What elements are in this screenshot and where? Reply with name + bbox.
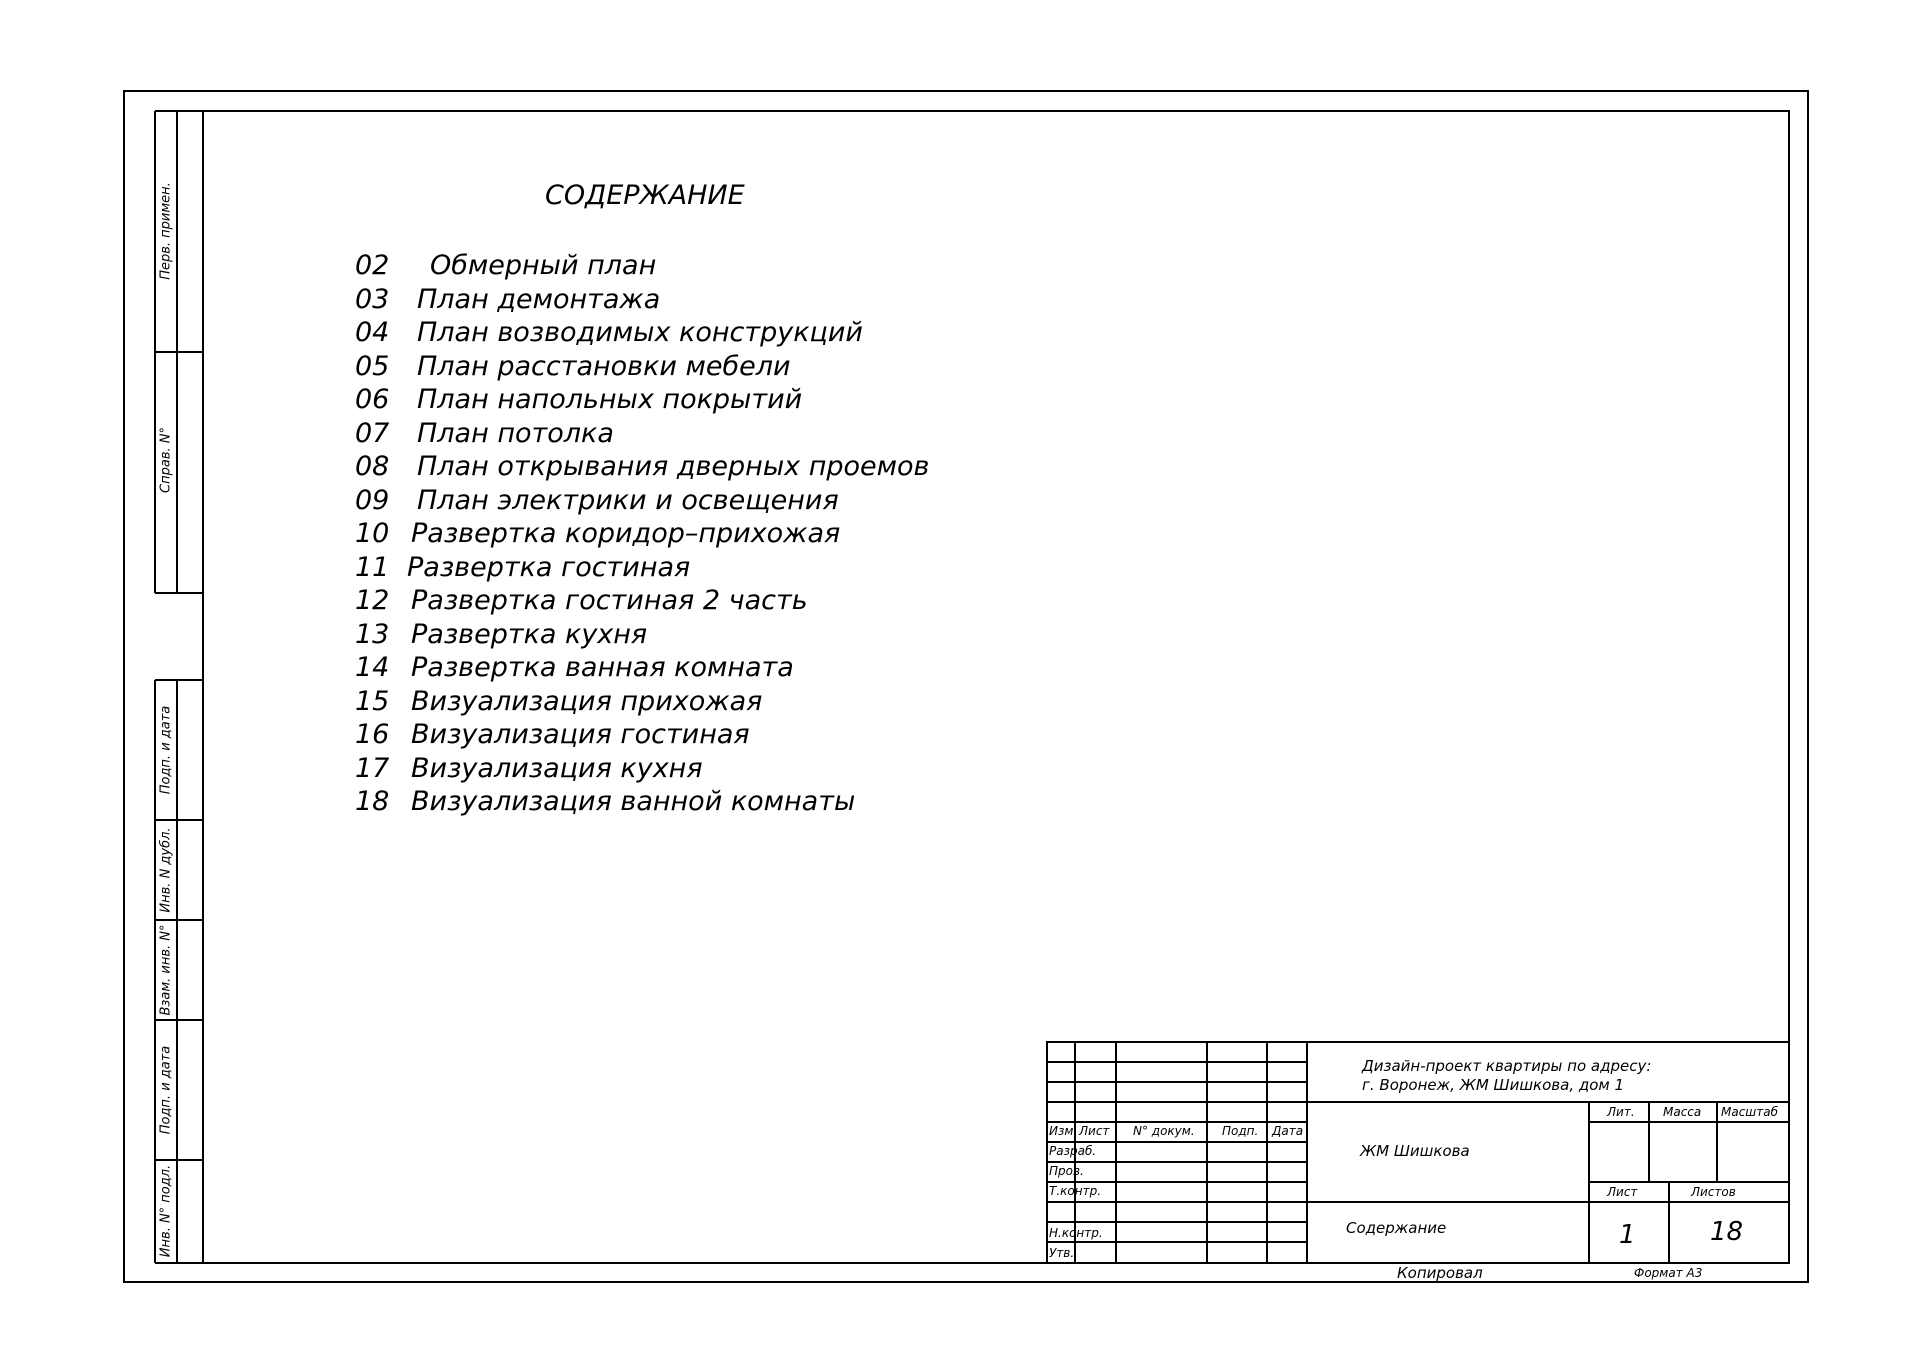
toc-title: СОДЕРЖАНИЕ	[545, 180, 745, 211]
col-podp: Подп.	[1222, 1124, 1259, 1138]
copied-label: Копировал	[1397, 1264, 1483, 1282]
row-utv: Утв.	[1049, 1246, 1075, 1260]
side-label-podp-data-1: Подп. и дата	[158, 705, 174, 795]
toc-item-number: 12	[355, 585, 390, 616]
sheets-label: Листов	[1691, 1185, 1736, 1199]
toc-item-text: План потолка	[417, 417, 614, 449]
toc-item-text: План возводимых конструкций	[417, 317, 863, 348]
toc-item-text: Развертка кухня	[411, 618, 648, 650]
col-doc: N° докум.	[1133, 1124, 1195, 1138]
toc-item-number: 16	[355, 719, 390, 750]
toc-item-number: 03	[355, 283, 390, 315]
toc-item-number: 13	[355, 618, 390, 650]
toc-item-text: План напольных покрытий	[417, 384, 803, 415]
side-label-perv-primen: Перв. примен.	[158, 182, 174, 280]
toc-item-number: 14	[355, 652, 390, 683]
toc-item-number: 09	[355, 484, 390, 516]
toc-item-text: Развертка ванная комната	[411, 652, 794, 683]
toc-item-number: 10	[355, 518, 390, 549]
toc-item-text: Развертка гостиная 2 часть	[411, 585, 808, 616]
toc-item-text: Визуализация гостиная	[411, 719, 750, 750]
row-prov: Пров.	[1049, 1164, 1084, 1178]
toc-item-text: Визуализация прихожая	[411, 685, 763, 717]
col-list: Лист	[1079, 1124, 1110, 1138]
side-label-inv-podl: Инв. N° подл.	[158, 1164, 174, 1258]
row-razrab: Разраб.	[1049, 1144, 1097, 1158]
sheet-value: 1	[1619, 1220, 1636, 1250]
toc-item-text: Визуализация кухня	[411, 752, 703, 784]
toc-item-text: Развертка гостиная	[407, 551, 691, 583]
side-label-vzam-inv: Взам. инв. N°	[158, 924, 174, 1016]
toc-item-number: 15	[355, 685, 390, 717]
toc-item-text: Развертка коридор–прихожая	[411, 518, 841, 549]
row-tkontr: Т.контр.	[1049, 1184, 1102, 1198]
sheets-value: 18	[1710, 1217, 1744, 1247]
toc-item-text: План расстановки мебели	[417, 350, 791, 382]
toc-item-number: 04	[355, 317, 390, 348]
toc-item-number: 07	[355, 417, 390, 449]
lit-label: Лит.	[1607, 1105, 1635, 1119]
col-date: Дата	[1272, 1124, 1304, 1138]
mass-label: Масса	[1663, 1105, 1702, 1119]
project-line-1: Дизайн-проект квартиры по адресу:	[1362, 1057, 1652, 1075]
toc-item-number: 05	[355, 350, 390, 382]
side-label-podp-data-2: Подп. и дата	[158, 1045, 174, 1135]
side-label-inv-dubl: Инв. N дубл.	[158, 827, 174, 913]
toc-item-number: 11	[355, 551, 390, 583]
col-izm: Изм	[1049, 1124, 1074, 1138]
side-label-sprav-n: Справ. N°	[158, 427, 174, 493]
toc-item-number: 17	[355, 752, 390, 784]
toc-item-number: 02	[355, 250, 390, 281]
toc-item-text: Визуализация ванной комнаты	[411, 786, 856, 817]
toc-item-number: 08	[355, 451, 390, 482]
object-name: ЖМ Шишкова	[1360, 1142, 1470, 1160]
toc-item-text: План электрики и освещения	[417, 484, 839, 516]
sheet-name: Содержание	[1346, 1219, 1447, 1237]
scale-label: Масштаб	[1721, 1105, 1779, 1119]
toc-item-number: 18	[355, 786, 390, 817]
format-label: Формат А3	[1634, 1266, 1703, 1280]
toc-item-text: План демонтажа	[417, 283, 661, 315]
project-line-2: г. Воронеж, ЖМ Шишкова, дом 1	[1362, 1076, 1625, 1094]
toc-item-text: План открывания дверных проемов	[417, 451, 930, 482]
sheet-label: Лист	[1607, 1185, 1638, 1199]
toc-item-number: 06	[355, 384, 390, 415]
toc-item-text: Обмерный план	[430, 250, 657, 281]
row-nkontr: Н.контр.	[1049, 1226, 1103, 1240]
